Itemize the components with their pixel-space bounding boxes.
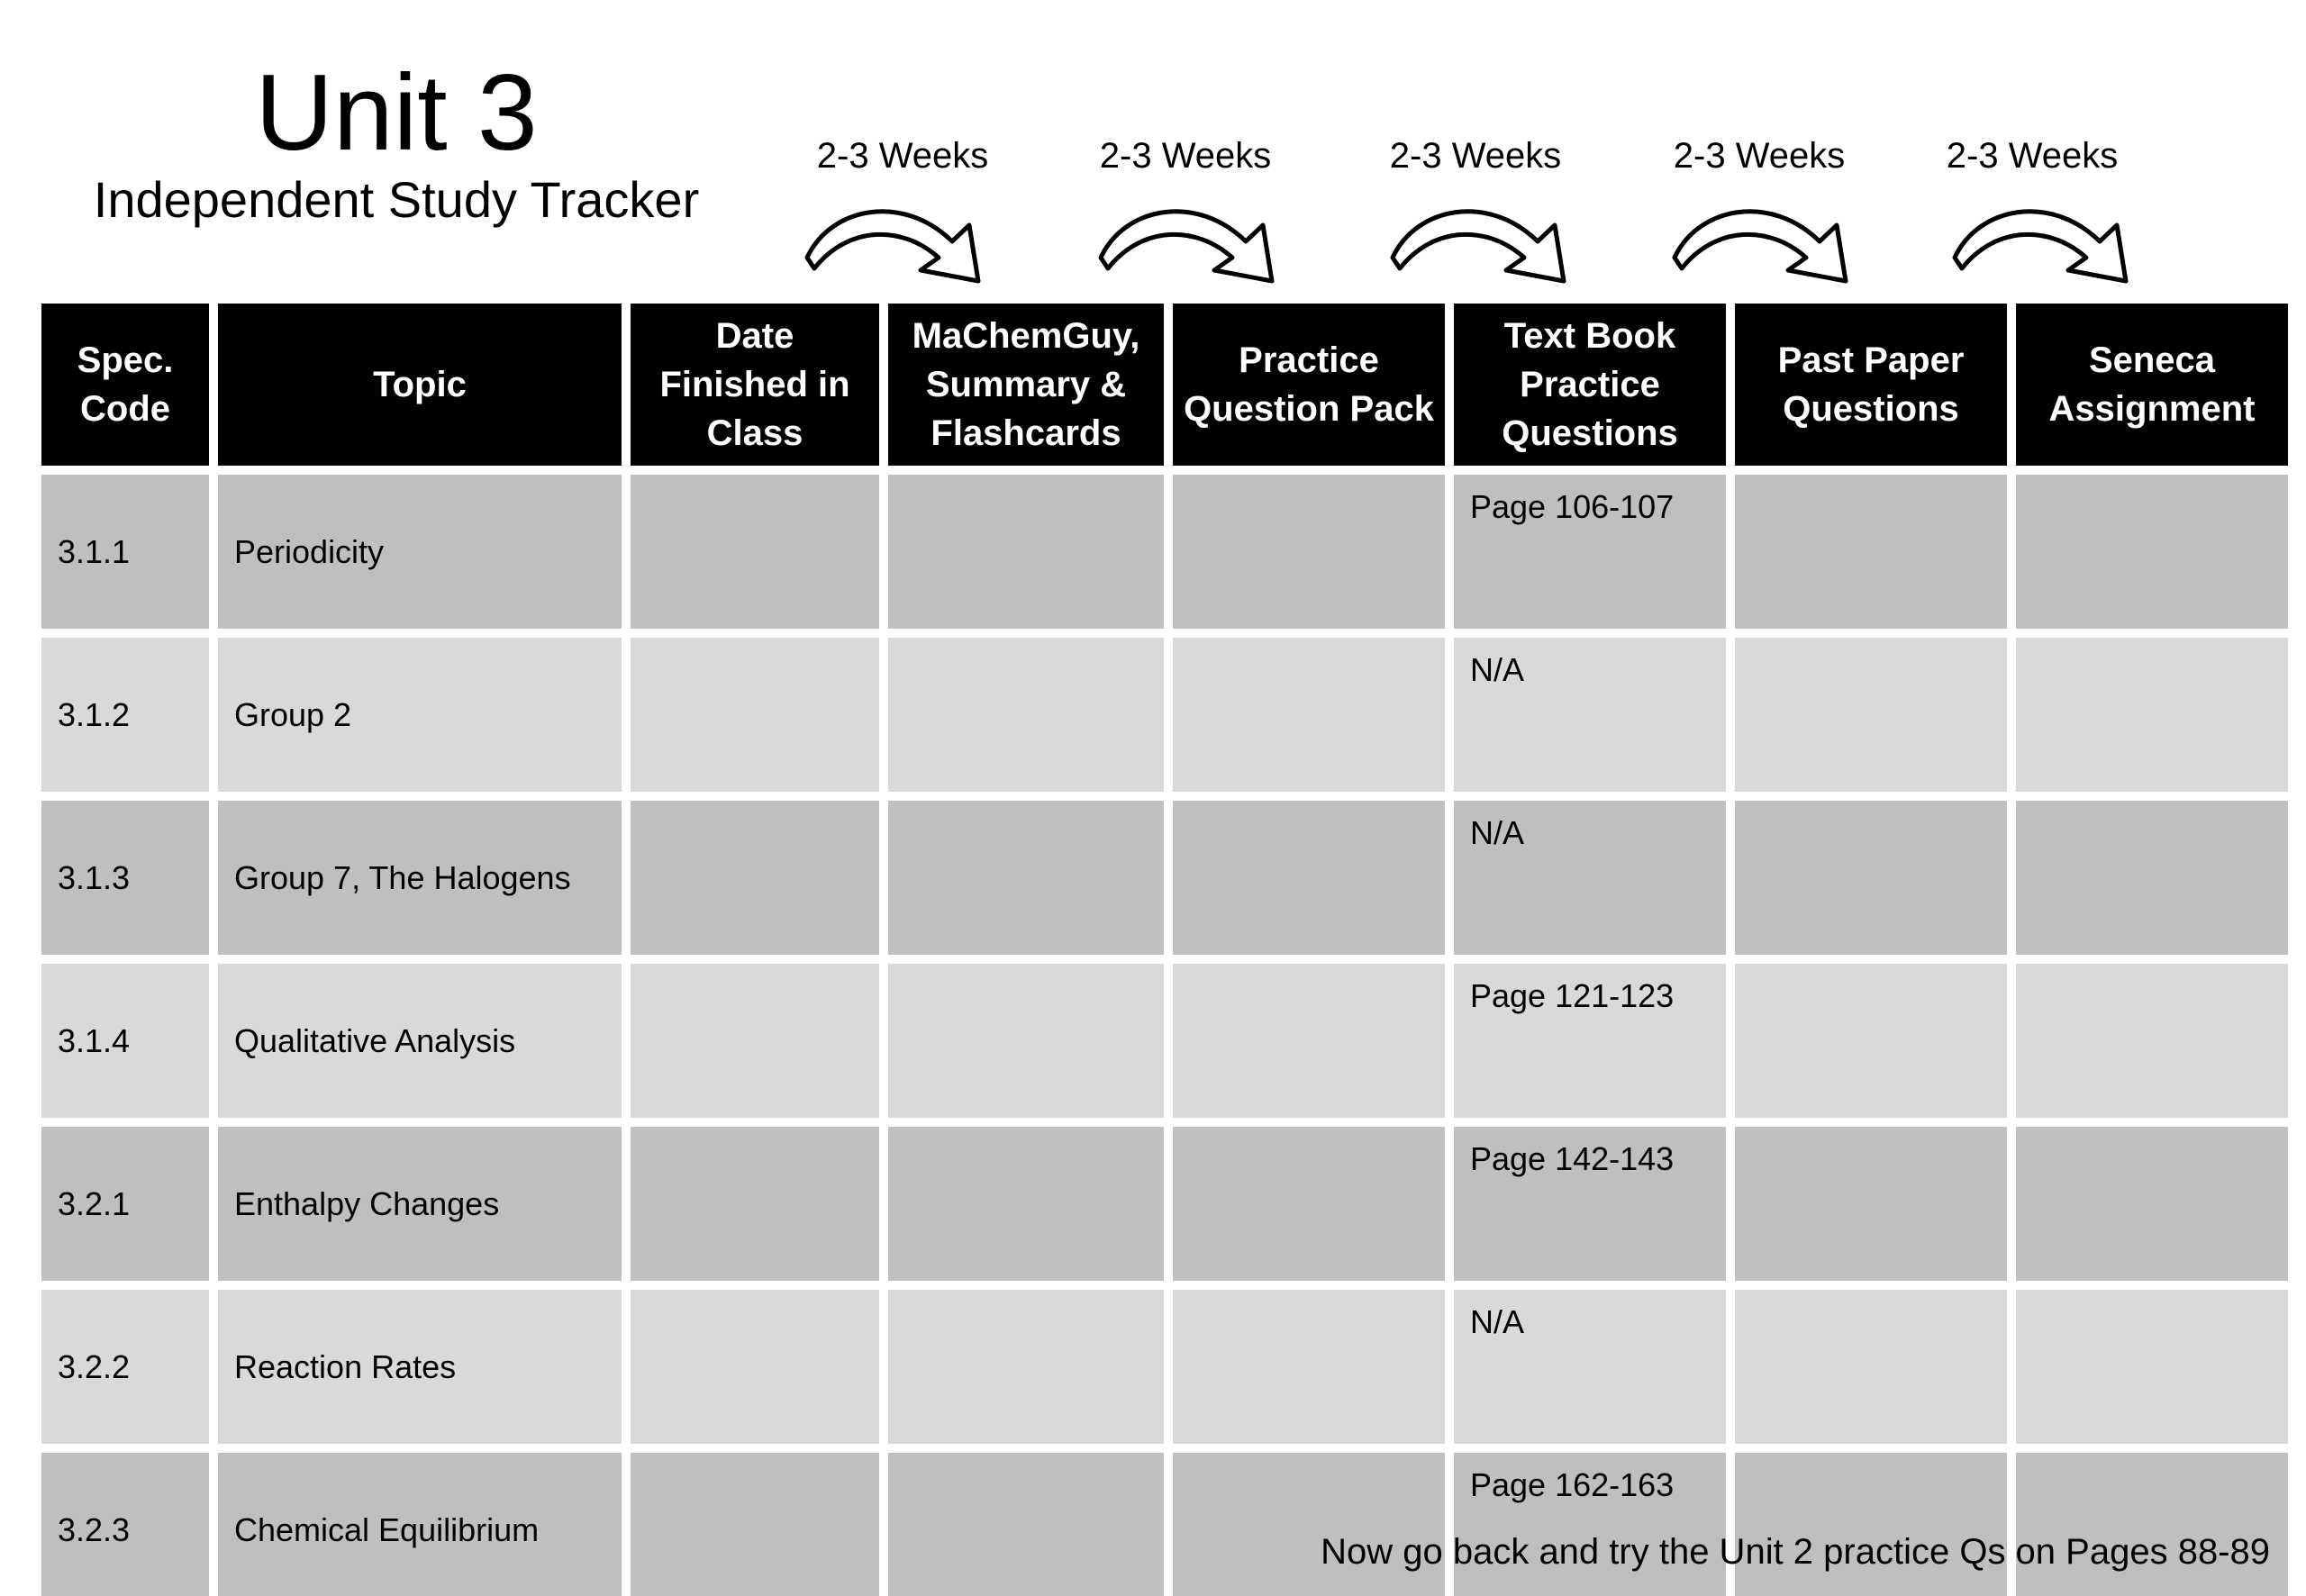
header-date-finished: Date Finished in Class bbox=[631, 304, 879, 466]
machemguy-cell[interactable] bbox=[888, 801, 1164, 955]
seneca-cell[interactable] bbox=[2016, 1290, 2288, 1444]
past-paper-cell[interactable] bbox=[1735, 964, 2007, 1118]
date-finished-cell[interactable] bbox=[631, 1453, 879, 1596]
seneca-cell[interactable] bbox=[2016, 638, 2288, 792]
curved-arrow-icon bbox=[1671, 198, 1860, 288]
practice-pack-cell[interactable] bbox=[1173, 475, 1445, 629]
header-row bbox=[41, 304, 2288, 466]
table-row bbox=[41, 638, 2288, 792]
week-label-3: 2-3 Weeks bbox=[1389, 136, 1562, 176]
date-finished-cell[interactable] bbox=[631, 964, 879, 1118]
seneca-cell[interactable] bbox=[2016, 475, 2288, 629]
header-practice-pack: Practice Question Pack bbox=[1173, 304, 1445, 466]
practice-pack-cell[interactable] bbox=[1173, 801, 1445, 955]
header-past-paper: Past Paper Questions bbox=[1735, 304, 2007, 466]
date-finished-cell[interactable] bbox=[631, 638, 879, 792]
header-spec-code: Spec. Code bbox=[41, 304, 209, 466]
table-row bbox=[41, 1127, 2288, 1281]
table-row bbox=[41, 964, 2288, 1118]
topic-cell: Periodicity bbox=[218, 475, 622, 629]
machemguy-cell[interactable] bbox=[888, 964, 1164, 1118]
curved-arrow-icon bbox=[803, 198, 993, 288]
past-paper-cell[interactable] bbox=[1735, 638, 2007, 792]
table-row bbox=[41, 475, 2288, 629]
topic-cell: Reaction Rates bbox=[218, 1290, 622, 1444]
curved-arrow-icon bbox=[1389, 198, 1578, 288]
header-text-book: Text Book Practice Questions bbox=[1454, 304, 1726, 466]
week-label-1: 2-3 Weeks bbox=[816, 136, 989, 176]
practice-pack-cell[interactable] bbox=[1173, 638, 1445, 792]
seneca-cell[interactable] bbox=[2016, 801, 2288, 955]
date-finished-cell[interactable] bbox=[631, 1290, 879, 1444]
week-label-4: 2-3 Weeks bbox=[1673, 136, 1846, 176]
table-row bbox=[41, 801, 2288, 955]
machemguy-cell[interactable] bbox=[888, 1127, 1164, 1281]
date-finished-cell[interactable] bbox=[631, 1127, 879, 1281]
date-finished-cell[interactable] bbox=[631, 801, 879, 955]
machemguy-cell[interactable] bbox=[888, 475, 1164, 629]
practice-pack-cell[interactable] bbox=[1173, 1127, 1445, 1281]
seneca-cell[interactable] bbox=[2016, 964, 2288, 1118]
spec-code-cell: 3.1.2 bbox=[41, 638, 209, 792]
table-row bbox=[41, 1290, 2288, 1444]
table-row bbox=[41, 1453, 2288, 1596]
title-block bbox=[54, 54, 739, 229]
topic-cell: Group 2 bbox=[218, 638, 622, 792]
topic-cell: Qualitative Analysis bbox=[218, 964, 622, 1118]
text-book-cell: N/A bbox=[1454, 638, 1726, 792]
curved-arrow-icon bbox=[1097, 198, 1286, 288]
topic-cell: Chemical Equilibrium bbox=[218, 1453, 622, 1596]
spec-code-cell: 3.2.3 bbox=[41, 1453, 209, 1596]
seneca-cell[interactable] bbox=[2016, 1127, 2288, 1281]
date-finished-cell[interactable] bbox=[631, 475, 879, 629]
past-paper-cell[interactable] bbox=[1735, 475, 2007, 629]
text-book-cell: Page 106-107 bbox=[1454, 475, 1726, 629]
practice-pack-cell[interactable] bbox=[1173, 964, 1445, 1118]
week-label-2: 2-3 Weeks bbox=[1099, 136, 1272, 176]
text-book-cell: Page 121-123 bbox=[1454, 964, 1726, 1118]
curved-arrow-icon bbox=[1951, 198, 2140, 288]
week-label-5: 2-3 Weeks bbox=[1946, 136, 2119, 176]
machemguy-cell[interactable] bbox=[888, 1453, 1164, 1596]
spec-code-cell: 3.1.4 bbox=[41, 964, 209, 1118]
topic-cell: Enthalpy Changes bbox=[218, 1127, 622, 1281]
spec-code-cell: 3.1.3 bbox=[41, 801, 209, 955]
spec-code-cell: 3.2.2 bbox=[41, 1290, 209, 1444]
page-title: Unit 3 bbox=[255, 52, 538, 173]
text-book-cell: N/A bbox=[1454, 801, 1726, 955]
spec-code-cell: 3.2.1 bbox=[41, 1127, 209, 1281]
spec-code-cell: 3.1.1 bbox=[41, 475, 209, 629]
past-paper-cell[interactable] bbox=[1735, 801, 2007, 955]
header-topic: Topic bbox=[218, 304, 622, 466]
text-book-cell: N/A bbox=[1454, 1290, 1726, 1444]
practice-pack-cell[interactable] bbox=[1173, 1453, 1445, 1596]
past-paper-cell[interactable] bbox=[1735, 1127, 2007, 1281]
page-subtitle: Independent Study Tracker bbox=[93, 171, 700, 228]
topic-cell: Group 7, The Halogens bbox=[218, 801, 622, 955]
footer-note: Now go back and try the Unit 2 practice Qs on Pages 88-89 bbox=[1321, 1532, 2270, 1572]
machemguy-cell[interactable] bbox=[888, 638, 1164, 792]
past-paper-cell[interactable] bbox=[1735, 1290, 2007, 1444]
machemguy-cell[interactable] bbox=[888, 1290, 1164, 1444]
header-machemguy: MaChemGuy, Summary & Flashcards bbox=[888, 304, 1164, 466]
practice-pack-cell[interactable] bbox=[1173, 1290, 1445, 1444]
tracker-table bbox=[32, 295, 2297, 1596]
text-book-cell: Page 162-163 bbox=[1454, 1453, 1726, 1596]
seneca-cell[interactable] bbox=[2016, 1453, 2288, 1596]
past-paper-cell[interactable] bbox=[1735, 1453, 2007, 1596]
text-book-cell: Page 142-143 bbox=[1454, 1127, 1726, 1281]
header-seneca: Seneca Assignment bbox=[2016, 304, 2288, 466]
